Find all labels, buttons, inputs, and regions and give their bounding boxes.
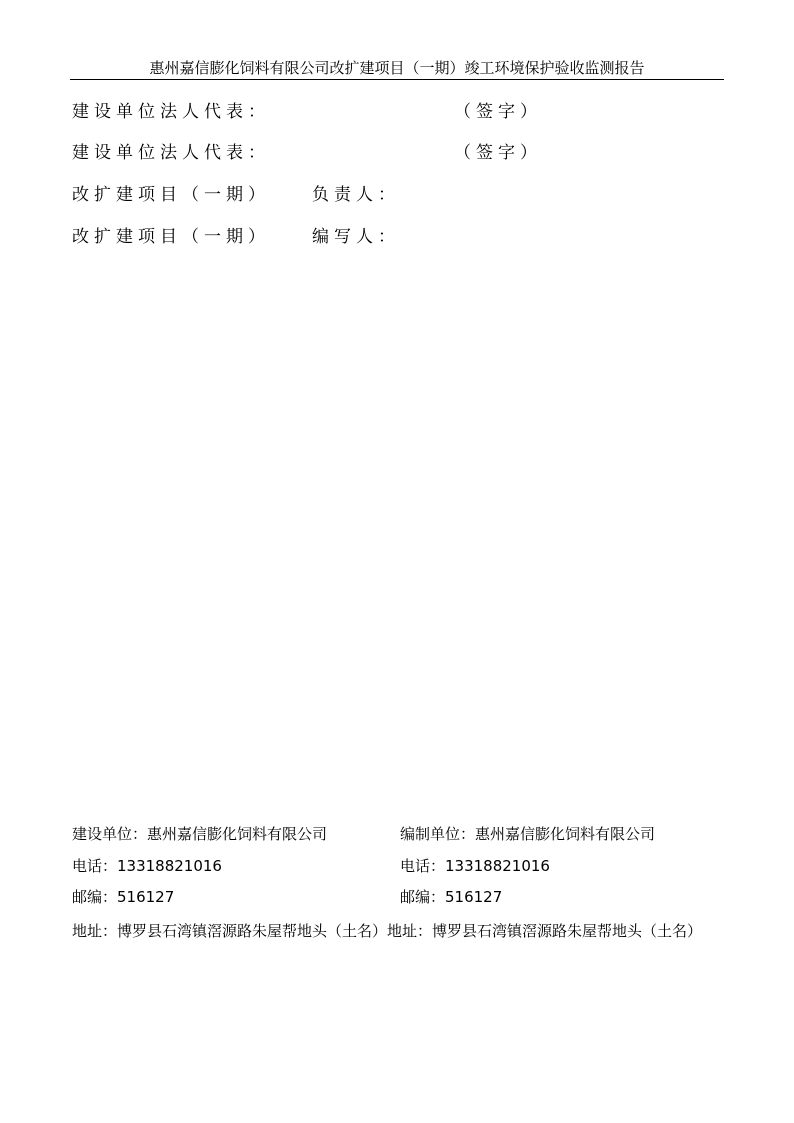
signature-label: 建设单位法人代表： [72,102,270,122]
signature-role: 负责人： [312,185,400,205]
address-line: 地址：博罗县石湾镇滘源路朱屋帮地头（土名）地址：博罗县石湾镇滘源路朱屋帮地头（土名） [72,922,703,940]
signature-role: 编写人： [312,227,400,247]
construction-unit: 建设单位：惠州嘉信膨化饲料有限公司 [72,825,328,843]
report-title: 惠州嘉信膨化饲料有限公司改扩建项目（一期）竣工环境保护验收监测报告 [149,59,645,77]
signature-note: （签字） [454,143,542,163]
signature-label: 建设单位法人代表： [72,143,270,163]
compiling-phone: 电话：13318821016 [400,857,550,875]
signature-label: 改扩建项目（一期） [72,227,270,247]
construction-postcode: 邮编：516127 [72,888,175,906]
compiling-postcode: 邮编：516127 [400,888,503,906]
signature-note: （签字） [454,102,542,122]
construction-phone: 电话：13318821016 [72,857,222,875]
signature-label: 改扩建项目（一期） [72,185,270,205]
compiling-unit: 编制单位：惠州嘉信膨化饲料有限公司 [400,825,656,843]
header-divider [70,79,724,80]
